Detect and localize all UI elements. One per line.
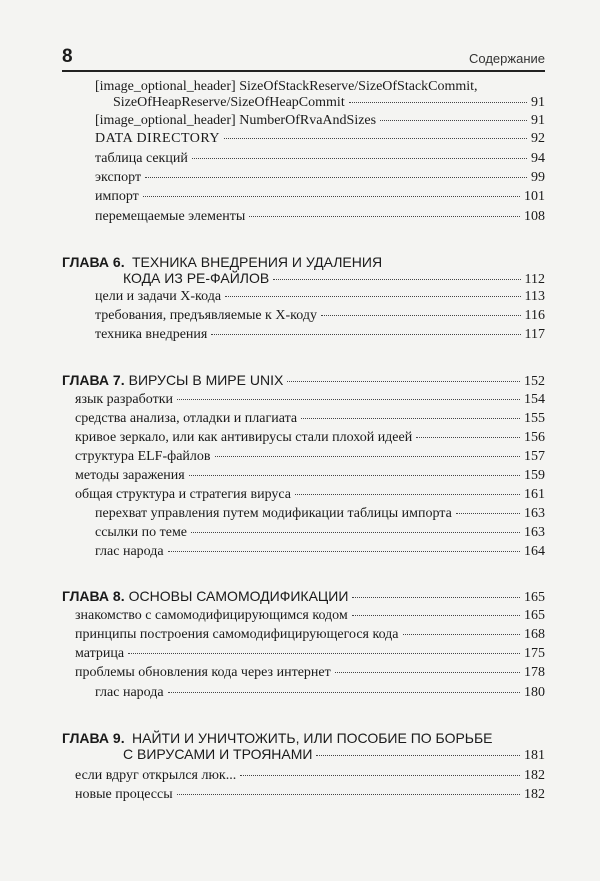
toc-page-number: 175 xyxy=(524,646,545,661)
toc-subentry[interactable] xyxy=(95,685,545,701)
toc-entry-label: средства анализа, отладки и плагиата xyxy=(75,411,298,426)
chapter-page-number: 152 xyxy=(524,374,545,389)
toc-entry[interactable] xyxy=(75,411,545,427)
toc-page-number: 91 xyxy=(531,95,545,110)
toc-page-number: 180 xyxy=(524,685,545,700)
chapter-title-continuation: С ВИРУСАМИ И ТРОЯНАМИ xyxy=(123,746,313,762)
toc-entry-label: структура ELF-файлов xyxy=(75,449,211,464)
toc-entry-label: знакомство с самомодифицирующимся кодом xyxy=(75,608,348,623)
toc-entry-label: глас народа xyxy=(95,685,164,700)
toc-entry[interactable] xyxy=(95,289,545,305)
toc-page-number: 178 xyxy=(524,665,545,680)
toc-entry-label: экспорт xyxy=(95,170,142,185)
chapter-title: ТЕХНИКА ВНЕДРЕНИЯ И УДАЛЕНИЯ xyxy=(132,254,383,270)
dot-leader xyxy=(316,755,520,756)
toc-page-number: 156 xyxy=(524,430,545,445)
toc-subentry[interactable] xyxy=(95,506,545,522)
toc-page-number: 92 xyxy=(531,131,545,146)
toc-entry[interactable] xyxy=(75,487,545,503)
dot-leader xyxy=(352,615,520,616)
chapter-heading[interactable] xyxy=(62,372,545,390)
toc-entry[interactable] xyxy=(95,151,545,167)
toc-entry-label: требования, предъявляемые к X-коду xyxy=(95,308,317,323)
dot-leader xyxy=(177,794,520,795)
toc-entry-label: SizeOfHeapReserve/SizeOfHeapCommit xyxy=(113,95,345,110)
toc-entry[interactable] xyxy=(95,170,545,186)
chapter-title: ВИРУСЫ В МИРЕ UNIX xyxy=(128,372,284,388)
toc-entry-label: методы заражения xyxy=(75,468,185,483)
dot-leader xyxy=(128,653,520,654)
dot-leader xyxy=(321,315,521,316)
toc-entry[interactable] xyxy=(95,131,545,147)
dot-leader xyxy=(168,551,520,552)
toc-page-number: 164 xyxy=(524,544,545,559)
dot-leader xyxy=(143,196,520,197)
toc-entry-label: таблица секций xyxy=(95,151,188,166)
toc-entry[interactable] xyxy=(75,627,545,643)
dot-leader xyxy=(456,513,520,514)
chapter-page-number: 165 xyxy=(524,590,545,605)
dot-leader xyxy=(301,418,520,419)
toc-entry[interactable] xyxy=(95,79,478,95)
dot-leader xyxy=(192,158,527,159)
chapter-page-number: 181 xyxy=(524,748,545,763)
toc-entry[interactable] xyxy=(75,392,545,408)
toc-entry[interactable] xyxy=(95,113,545,129)
toc-subentry[interactable] xyxy=(95,544,545,560)
toc-page-number: 165 xyxy=(524,608,545,623)
dot-leader xyxy=(403,634,520,635)
toc-entry-label: техника внедрения xyxy=(95,327,208,342)
toc-page-number: 108 xyxy=(524,209,545,224)
toc-entry-label: принципы построения самомодифицирующегося кода xyxy=(75,627,399,642)
toc-subentry[interactable] xyxy=(95,525,545,541)
toc-entry[interactable] xyxy=(95,189,545,205)
dot-leader xyxy=(215,456,520,457)
toc-page-number: 168 xyxy=(524,627,545,642)
toc-entry[interactable] xyxy=(95,308,545,324)
toc-entry-label: глас народа xyxy=(95,544,164,559)
chapter-page-number: 112 xyxy=(524,272,545,287)
dot-leader xyxy=(416,437,520,438)
chapter-heading[interactable] xyxy=(62,254,545,288)
toc-page-number: 159 xyxy=(524,468,545,483)
dot-leader xyxy=(349,102,527,103)
toc-page-number: 99 xyxy=(531,170,545,185)
toc-page-number: 157 xyxy=(524,449,545,464)
toc-page-number: 163 xyxy=(524,525,545,540)
toc-entry[interactable] xyxy=(75,646,545,662)
dot-leader xyxy=(189,475,520,476)
toc-entry-label: [image_optional_header] SizeOfStackReserve/SizeOfStackCommit, xyxy=(95,79,478,94)
toc-entry-label: язык разработки xyxy=(75,392,173,407)
toc-page-number: 91 xyxy=(531,113,545,128)
dot-leader xyxy=(145,177,527,178)
toc-entry-label: перехват управления путем модификации таблицы импорта xyxy=(95,506,452,521)
toc-entry[interactable] xyxy=(75,430,545,446)
toc-entry-label: цели и задачи X-кода xyxy=(95,289,222,304)
toc-page-number: 154 xyxy=(524,392,545,407)
running-title: Содержание xyxy=(469,51,545,66)
toc-entry-label: проблемы обновления кода через интернет xyxy=(75,665,331,680)
dot-leader xyxy=(295,494,520,495)
dot-leader xyxy=(380,120,527,121)
toc-entry-label: [image_optional_header] NumberOfRvaAndSizes xyxy=(95,113,377,128)
toc-page-number: 161 xyxy=(524,487,545,502)
toc-entry-label: перемещаемые элементы xyxy=(95,209,246,224)
toc-entry-label: новые процессы xyxy=(75,787,173,802)
toc-page-number: 182 xyxy=(524,787,545,802)
dot-leader xyxy=(273,279,520,280)
toc-entry-label: кривое зеркало, или как антивирусы стали плохой идеей xyxy=(75,430,413,445)
dot-leader xyxy=(240,775,520,776)
chapter-number: ГЛАВА 6. xyxy=(62,254,125,270)
toc-entry-label: общая структура и стратегия вируса xyxy=(75,487,292,502)
page-header xyxy=(62,44,545,72)
dot-leader xyxy=(224,138,527,139)
dot-leader xyxy=(191,532,520,533)
toc-entry[interactable] xyxy=(95,209,545,225)
toc-entry[interactable] xyxy=(75,768,545,784)
toc-page-number: 94 xyxy=(531,151,545,166)
toc-entry-label: DATA DIRECTORY xyxy=(95,131,221,146)
toc-page-number: 155 xyxy=(524,411,545,426)
toc-entry-label: если вдруг открылся люк... xyxy=(75,768,237,783)
dot-leader xyxy=(225,296,520,297)
toc-entry[interactable] xyxy=(75,608,545,624)
chapter-title-continuation: КОДА ИЗ PE-ФАЙЛОВ xyxy=(123,270,270,286)
dot-leader xyxy=(168,692,520,693)
toc-entry[interactable] xyxy=(95,327,545,343)
chapter-title: ОСНОВЫ САМОМОДИФИКАЦИИ xyxy=(128,588,349,604)
chapter-heading[interactable] xyxy=(62,588,545,606)
dot-leader xyxy=(287,381,520,382)
toc-entry[interactable] xyxy=(75,787,545,803)
toc-entry[interactable] xyxy=(75,665,545,681)
toc-entry[interactable] xyxy=(75,468,545,484)
dot-leader xyxy=(211,334,520,335)
dot-leader xyxy=(352,597,520,598)
chapter-heading[interactable] xyxy=(62,730,545,764)
toc-page-number: 182 xyxy=(524,768,545,783)
dot-leader xyxy=(249,216,520,217)
toc-page-number: 117 xyxy=(524,327,545,342)
toc-entry-label: ссылки по теме xyxy=(95,525,188,540)
chapter-number: ГЛАВА 7. xyxy=(62,372,125,388)
page-number: 8 xyxy=(62,46,73,67)
toc-page-number: 113 xyxy=(524,289,545,304)
toc-page-number: 101 xyxy=(524,189,545,204)
toc-entry[interactable] xyxy=(75,449,545,465)
dot-leader xyxy=(335,672,520,673)
chapter-number: ГЛАВА 8. xyxy=(62,588,125,604)
toc-page-number: 116 xyxy=(524,308,545,323)
chapter-title: НАЙТИ И УНИЧТОЖИТЬ, ИЛИ ПОСОБИЕ ПО БОРЬБЕ xyxy=(132,730,493,746)
chapter-number: ГЛАВА 9. xyxy=(62,730,125,746)
toc-entry-continuation[interactable] xyxy=(113,95,545,111)
dot-leader xyxy=(177,399,520,400)
toc-entry-label: импорт xyxy=(95,189,139,204)
toc-page-number: 163 xyxy=(524,506,545,521)
toc-entry-label: матрица xyxy=(75,646,125,661)
